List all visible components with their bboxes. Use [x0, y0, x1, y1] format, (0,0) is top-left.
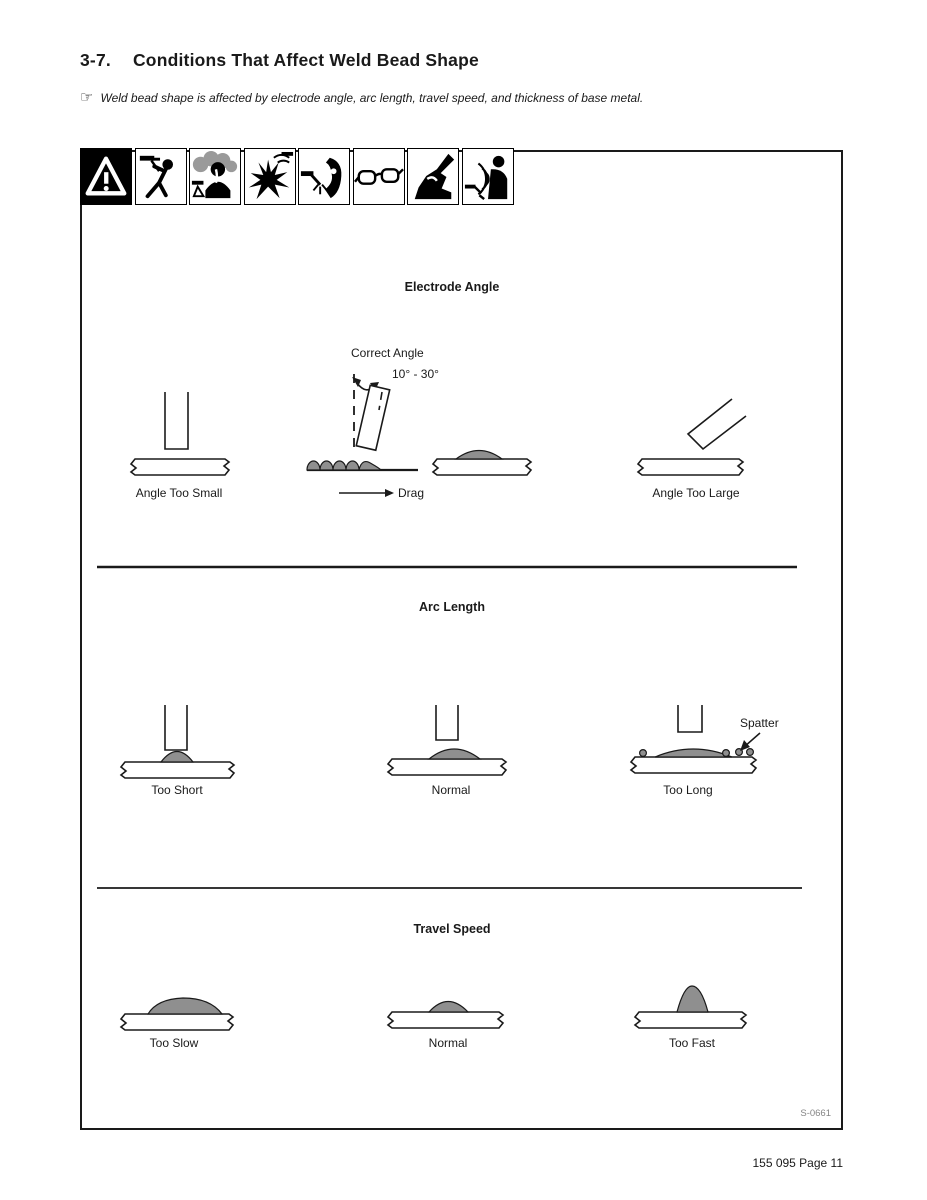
electrode-angle-heading: Electrode Angle — [404, 280, 500, 294]
page-footer: 155 095 Page 11 — [752, 1156, 843, 1170]
speed-normal-label: Normal — [428, 1036, 468, 1050]
note-text: Weld bead shape is affected by electrode angle, arc length, travel speed, and thickness of base metal. — [100, 90, 644, 105]
speed-normal-drawing — [388, 1002, 503, 1029]
angle-too-small-drawing — [131, 392, 229, 475]
section-title-text: Conditions That Affect Weld Bead Shape — [132, 50, 479, 70]
angle-too-large-drawing — [638, 399, 746, 475]
arc-normal-drawing — [388, 705, 506, 775]
too-short-label: Too Short — [151, 783, 203, 797]
too-fast-label: Too Fast — [668, 1036, 716, 1050]
speed-too-slow-drawing — [121, 998, 233, 1030]
weld-bead-figure — [80, 150, 843, 1130]
angle-too-small-label: Angle Too Small — [135, 486, 223, 500]
arc-length-heading: Arc Length — [419, 600, 485, 614]
drawing-number: S-0661 — [800, 1108, 831, 1119]
speed-too-fast-drawing — [635, 986, 746, 1028]
page-title — [80, 50, 479, 71]
drag-label: Drag — [398, 486, 425, 500]
angle-too-large-label: Angle Too Large — [652, 486, 740, 500]
section-number: 3-7. — [80, 50, 111, 70]
too-long-label: Too Long — [663, 783, 713, 797]
correct-angle-label: Correct Angle — [351, 346, 424, 360]
angle-range-label: 10° - 30° — [392, 367, 439, 381]
travel-speed-heading: Travel Speed — [413, 922, 491, 936]
arc-normal-label: Normal — [431, 783, 471, 797]
pointing-hand-icon: ☞ — [80, 89, 94, 106]
correct-angle-drawing — [307, 374, 531, 497]
arc-too-short-drawing — [121, 705, 234, 778]
spatter-label: Spatter — [740, 716, 779, 730]
note-line — [80, 90, 643, 105]
figure-drawing — [82, 152, 841, 1128]
too-slow-label: Too Slow — [149, 1036, 199, 1050]
